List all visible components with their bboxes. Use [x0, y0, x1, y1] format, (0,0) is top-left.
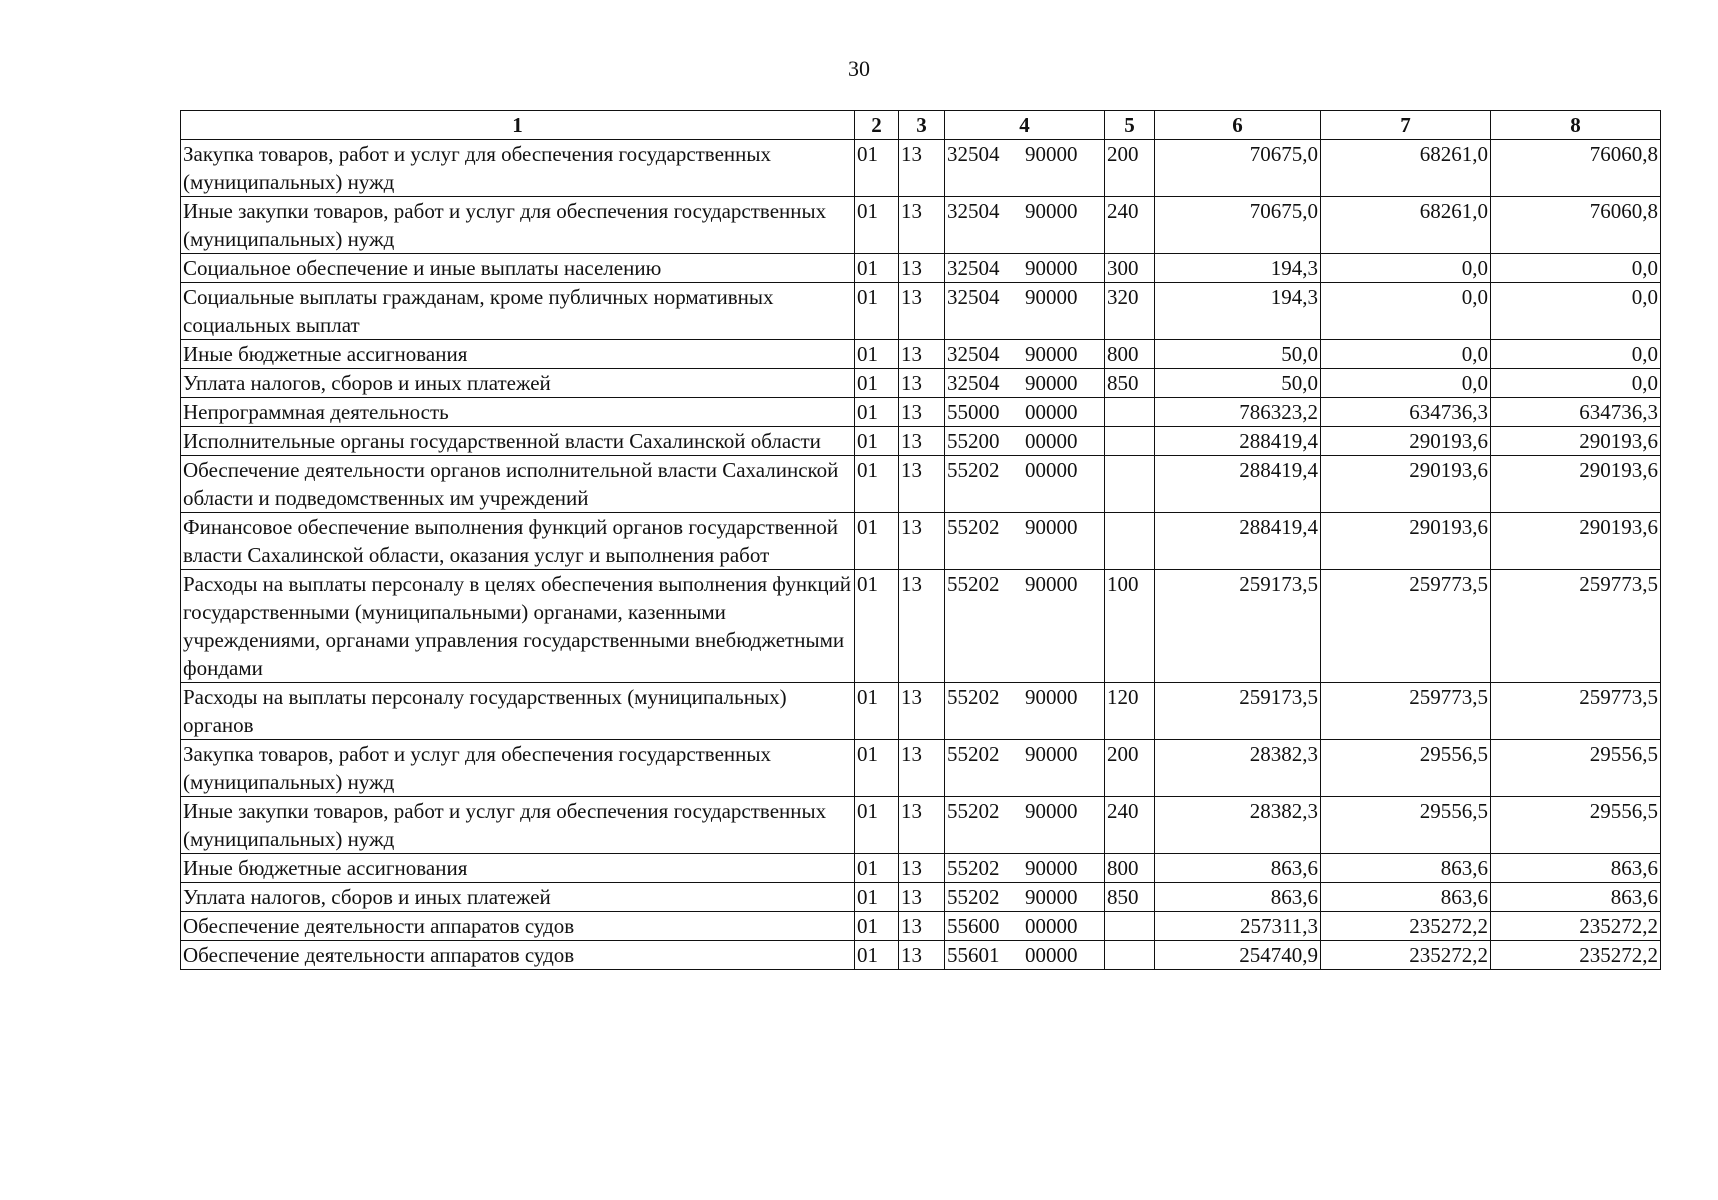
program-code-part2: 90000: [1025, 371, 1078, 395]
row-amount-col6: 288419,4: [1155, 513, 1321, 570]
row-program-code: [945, 197, 1105, 254]
row-description: Иные бюджетные ассигнования: [181, 340, 855, 369]
row-program-code: [945, 369, 1105, 398]
row-amount-col8: 863,6: [1491, 854, 1661, 883]
row-subsection-code: 13: [899, 398, 945, 427]
row-subsection-code: 13: [899, 427, 945, 456]
row-program-code: [945, 254, 1105, 283]
row-amount-col8: 0,0: [1491, 340, 1661, 369]
table-row: [181, 740, 1661, 797]
row-program-code: [945, 570, 1105, 683]
row-section-code: 01: [855, 570, 899, 683]
row-amount-col7: 29556,5: [1321, 797, 1491, 854]
row-expense-type-code: 850: [1105, 883, 1155, 912]
program-code-part1: 32504: [947, 256, 1000, 280]
program-code-part2: 90000: [1025, 342, 1078, 366]
row-description: Финансовое обеспечение выполнения функций органов государственной власти Сахалинской области, оказания услуг и выполнения работ: [181, 513, 855, 570]
row-description: Социальное обеспечение и иные выплаты населению: [181, 254, 855, 283]
row-amount-col8: 76060,8: [1491, 197, 1661, 254]
row-program-code: [945, 941, 1105, 970]
row-program-code: [945, 797, 1105, 854]
row-program-code: [945, 398, 1105, 427]
row-amount-col6: 50,0: [1155, 369, 1321, 398]
table-row: [181, 883, 1661, 912]
row-section-code: 01: [855, 340, 899, 369]
row-program-code: [945, 912, 1105, 941]
row-subsection-code: 13: [899, 683, 945, 740]
row-expense-type-code: 200: [1105, 140, 1155, 197]
row-description: Иные бюджетные ассигнования: [181, 854, 855, 883]
row-amount-col6: 259173,5: [1155, 683, 1321, 740]
row-section-code: 01: [855, 398, 899, 427]
row-description: Расходы на выплаты персоналу в целях обеспечения выполнения функций государственными (муниципальными) органами, казенными учреждениями, органами управления государственными внебюджетными фондами: [181, 570, 855, 683]
row-section-code: 01: [855, 140, 899, 197]
row-amount-col8: 0,0: [1491, 283, 1661, 340]
row-amount-col8: 235272,2: [1491, 912, 1661, 941]
row-section-code: 01: [855, 254, 899, 283]
row-amount-col8: 0,0: [1491, 369, 1661, 398]
program-code-part2: 90000: [1025, 199, 1078, 223]
row-amount-col6: 863,6: [1155, 854, 1321, 883]
row-amount-col8: 259773,5: [1491, 683, 1661, 740]
row-amount-col6: 70675,0: [1155, 197, 1321, 254]
program-code-part1: 55000: [947, 400, 1000, 424]
row-description: Закупка товаров, работ и услуг для обеспечения государственных (муниципальных) нужд: [181, 740, 855, 797]
column-header-6: 6: [1155, 111, 1321, 140]
row-subsection-code: 13: [899, 570, 945, 683]
program-code-part1: 55202: [947, 742, 1000, 766]
row-description: Обеспечение деятельности аппаратов судов: [181, 941, 855, 970]
row-expense-type-code: [1105, 513, 1155, 570]
table-row: [181, 369, 1661, 398]
table-row: [181, 513, 1661, 570]
row-program-code: [945, 740, 1105, 797]
row-subsection-code: 13: [899, 513, 945, 570]
program-code-part2: 90000: [1025, 285, 1078, 309]
table-row: [181, 683, 1661, 740]
row-subsection-code: 13: [899, 456, 945, 513]
row-amount-col7: 290193,6: [1321, 513, 1491, 570]
row-subsection-code: 13: [899, 340, 945, 369]
row-description: Уплата налогов, сборов и иных платежей: [181, 883, 855, 912]
program-code-part2: 00000: [1025, 458, 1078, 482]
row-amount-col7: 290193,6: [1321, 427, 1491, 456]
row-section-code: 01: [855, 797, 899, 854]
row-subsection-code: 13: [899, 941, 945, 970]
row-section-code: 01: [855, 740, 899, 797]
row-expense-type-code: 100: [1105, 570, 1155, 683]
row-amount-col8: 29556,5: [1491, 797, 1661, 854]
row-section-code: 01: [855, 883, 899, 912]
row-amount-col7: 290193,6: [1321, 456, 1491, 513]
row-program-code: [945, 427, 1105, 456]
row-amount-col8: 259773,5: [1491, 570, 1661, 683]
row-amount-col7: 634736,3: [1321, 398, 1491, 427]
column-header-1: 1: [181, 111, 855, 140]
program-code-part2: 90000: [1025, 515, 1078, 539]
program-code-part2: 00000: [1025, 943, 1078, 967]
program-code-part1: 55202: [947, 515, 1000, 539]
row-section-code: 01: [855, 283, 899, 340]
row-program-code: [945, 340, 1105, 369]
row-subsection-code: 13: [899, 797, 945, 854]
program-code-part2: 90000: [1025, 572, 1078, 596]
row-expense-type-code: [1105, 398, 1155, 427]
program-code-part2: 00000: [1025, 914, 1078, 938]
row-program-code: [945, 883, 1105, 912]
program-code-part2: 90000: [1025, 742, 1078, 766]
row-amount-col8: 29556,5: [1491, 740, 1661, 797]
row-amount-col8: 634736,3: [1491, 398, 1661, 427]
row-program-code: [945, 854, 1105, 883]
row-subsection-code: 13: [899, 140, 945, 197]
row-section-code: 01: [855, 912, 899, 941]
program-code-part2: 90000: [1025, 885, 1078, 909]
row-amount-col7: 235272,2: [1321, 941, 1491, 970]
row-amount-col8: 0,0: [1491, 254, 1661, 283]
row-amount-col6: 259173,5: [1155, 570, 1321, 683]
row-subsection-code: 13: [899, 740, 945, 797]
program-code-part1: 55202: [947, 856, 1000, 880]
program-code-part1: 55202: [947, 458, 1000, 482]
row-expense-type-code: [1105, 912, 1155, 941]
program-code-part1: 55202: [947, 572, 1000, 596]
row-section-code: 01: [855, 456, 899, 513]
table-row: [181, 912, 1661, 941]
row-amount-col7: 68261,0: [1321, 197, 1491, 254]
row-expense-type-code: 120: [1105, 683, 1155, 740]
row-description: Обеспечение деятельности органов исполнительной власти Сахалинской области и подведомственных им учреждений: [181, 456, 855, 513]
row-expense-type-code: 800: [1105, 854, 1155, 883]
row-program-code: [945, 140, 1105, 197]
page-number: 30: [848, 56, 870, 81]
row-amount-col7: 0,0: [1321, 283, 1491, 340]
row-program-code: [945, 283, 1105, 340]
row-expense-type-code: 850: [1105, 369, 1155, 398]
row-subsection-code: 13: [899, 912, 945, 941]
row-amount-col7: 68261,0: [1321, 140, 1491, 197]
row-amount-col7: 259773,5: [1321, 683, 1491, 740]
row-amount-col6: 288419,4: [1155, 427, 1321, 456]
table-row: [181, 197, 1661, 254]
program-code-part1: 55202: [947, 885, 1000, 909]
row-amount-col8: 290193,6: [1491, 456, 1661, 513]
program-code-part2: 90000: [1025, 799, 1078, 823]
table-row: [181, 283, 1661, 340]
row-amount-col6: 786323,2: [1155, 398, 1321, 427]
row-section-code: 01: [855, 197, 899, 254]
row-expense-type-code: [1105, 427, 1155, 456]
program-code-part1: 55202: [947, 685, 1000, 709]
header-row: [181, 111, 1661, 140]
row-amount-col7: 235272,2: [1321, 912, 1491, 941]
row-amount-col6: 288419,4: [1155, 456, 1321, 513]
row-subsection-code: 13: [899, 854, 945, 883]
row-description: Иные закупки товаров, работ и услуг для обеспечения государственных (муниципальных) нужд: [181, 797, 855, 854]
budget-table: [180, 110, 1661, 970]
row-program-code: [945, 683, 1105, 740]
row-amount-col8: 290193,6: [1491, 427, 1661, 456]
program-code-part1: 55200: [947, 429, 1000, 453]
row-description: Закупка товаров, работ и услуг для обеспечения государственных (муниципальных) нужд: [181, 140, 855, 197]
program-code-part2: 90000: [1025, 685, 1078, 709]
row-section-code: 01: [855, 427, 899, 456]
program-code-part2: 00000: [1025, 429, 1078, 453]
program-code-part1: 32504: [947, 342, 1000, 366]
row-section-code: 01: [855, 941, 899, 970]
row-expense-type-code: 800: [1105, 340, 1155, 369]
table-row: [181, 456, 1661, 513]
program-code-part1: 32504: [947, 285, 1000, 309]
table-body: [181, 140, 1661, 970]
row-amount-col8: 863,6: [1491, 883, 1661, 912]
row-description: Уплата налогов, сборов и иных платежей: [181, 369, 855, 398]
row-amount-col6: 194,3: [1155, 254, 1321, 283]
row-amount-col6: 194,3: [1155, 283, 1321, 340]
table-row: [181, 398, 1661, 427]
row-subsection-code: 13: [899, 197, 945, 254]
column-header-3: 3: [899, 111, 945, 140]
row-subsection-code: 13: [899, 283, 945, 340]
table-row: [181, 797, 1661, 854]
row-expense-type-code: [1105, 456, 1155, 513]
column-header-7: 7: [1321, 111, 1491, 140]
row-description: Социальные выплаты гражданам, кроме публичных нормативных социальных выплат: [181, 283, 855, 340]
row-amount-col7: 863,6: [1321, 854, 1491, 883]
row-amount-col7: 0,0: [1321, 254, 1491, 283]
row-section-code: 01: [855, 854, 899, 883]
program-code-part2: 00000: [1025, 400, 1078, 424]
row-amount-col6: 70675,0: [1155, 140, 1321, 197]
row-section-code: 01: [855, 683, 899, 740]
row-amount-col6: 254740,9: [1155, 941, 1321, 970]
row-subsection-code: 13: [899, 254, 945, 283]
row-expense-type-code: 320: [1105, 283, 1155, 340]
row-description: Исполнительные органы государственной власти Сахалинской области: [181, 427, 855, 456]
row-amount-col7: 29556,5: [1321, 740, 1491, 797]
program-code-part1: 55600: [947, 914, 1000, 938]
row-description: Расходы на выплаты персоналу государственных (муниципальных) органов: [181, 683, 855, 740]
table-row: [181, 140, 1661, 197]
row-program-code: [945, 456, 1105, 513]
program-code-part1: 55601: [947, 943, 1000, 967]
program-code-part1: 32504: [947, 371, 1000, 395]
row-subsection-code: 13: [899, 883, 945, 912]
program-code-part1: 55202: [947, 799, 1000, 823]
row-amount-col7: 0,0: [1321, 340, 1491, 369]
row-description: Непрограммная деятельность: [181, 398, 855, 427]
row-amount-col7: 863,6: [1321, 883, 1491, 912]
table-header: [181, 111, 1661, 140]
column-header-5: 5: [1105, 111, 1155, 140]
program-code-part1: 32504: [947, 142, 1000, 166]
table-row: [181, 854, 1661, 883]
row-description: Иные закупки товаров, работ и услуг для обеспечения государственных (муниципальных) нужд: [181, 197, 855, 254]
row-amount-col6: 863,6: [1155, 883, 1321, 912]
table-row: [181, 570, 1661, 683]
row-section-code: 01: [855, 513, 899, 570]
row-amount-col6: 50,0: [1155, 340, 1321, 369]
program-code-part2: 90000: [1025, 256, 1078, 280]
program-code-part1: 32504: [947, 199, 1000, 223]
row-amount-col7: 259773,5: [1321, 570, 1491, 683]
row-section-code: 01: [855, 369, 899, 398]
column-header-8: 8: [1491, 111, 1661, 140]
row-amount-col7: 0,0: [1321, 369, 1491, 398]
row-expense-type-code: 240: [1105, 197, 1155, 254]
row-subsection-code: 13: [899, 369, 945, 398]
row-amount-col6: 28382,3: [1155, 797, 1321, 854]
table-row: [181, 941, 1661, 970]
row-amount-col6: 28382,3: [1155, 740, 1321, 797]
row-expense-type-code: 300: [1105, 254, 1155, 283]
table-row: [181, 427, 1661, 456]
row-amount-col8: 235272,2: [1491, 941, 1661, 970]
program-code-part2: 90000: [1025, 142, 1078, 166]
table-row: [181, 340, 1661, 369]
row-amount-col6: 257311,3: [1155, 912, 1321, 941]
program-code-part2: 90000: [1025, 856, 1078, 880]
column-header-4: 4: [945, 111, 1105, 140]
row-expense-type-code: [1105, 941, 1155, 970]
table-row: [181, 254, 1661, 283]
row-program-code: [945, 513, 1105, 570]
row-description: Обеспечение деятельности аппаратов судов: [181, 912, 855, 941]
row-expense-type-code: 240: [1105, 797, 1155, 854]
row-expense-type-code: 200: [1105, 740, 1155, 797]
row-amount-col8: 76060,8: [1491, 140, 1661, 197]
column-header-2: 2: [855, 111, 899, 140]
row-amount-col8: 290193,6: [1491, 513, 1661, 570]
